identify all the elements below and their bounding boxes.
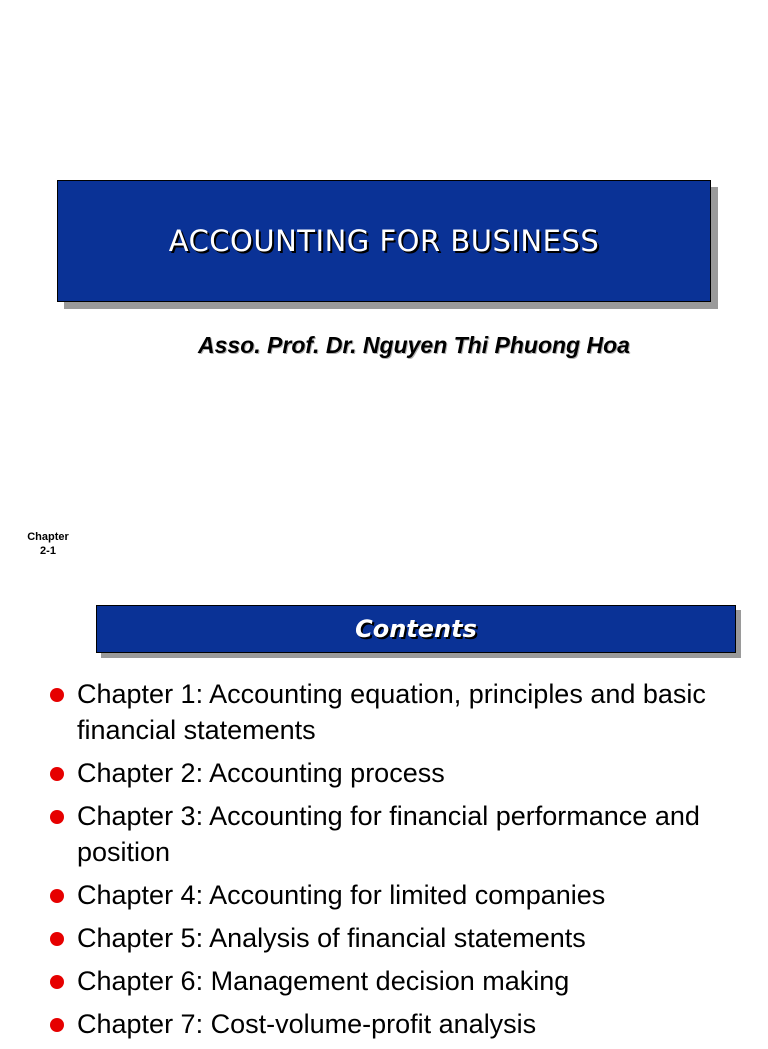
bullet-icon xyxy=(50,975,64,989)
list-item-text: Chapter 2: Accounting process xyxy=(77,758,445,788)
author-name: Asso. Prof. Dr. Nguyen Thi Phuong Hoa xyxy=(198,332,630,358)
title-banner xyxy=(57,180,711,302)
list-item xyxy=(48,877,748,913)
bullet-icon xyxy=(50,1018,64,1032)
list-item-text: Chapter 7: Cost-volume-profit analysis xyxy=(77,1009,537,1039)
list-item-text: Chapter 1: Accounting equation, principles and basic financial statements xyxy=(77,679,706,745)
bullet-icon xyxy=(50,889,64,903)
list-item-text: Chapter 6: Management decision making xyxy=(77,966,570,996)
slide-reference-label: Chapter xyxy=(27,531,69,543)
contents-list xyxy=(48,676,748,1049)
list-item xyxy=(48,963,748,999)
contents-heading: Contents xyxy=(355,615,477,643)
list-item-text: Chapter 3: Accounting for financial performance and position xyxy=(77,801,700,867)
bullet-icon xyxy=(50,932,64,946)
slide-reference-number: 2-1 xyxy=(40,545,56,557)
list-item xyxy=(48,755,748,791)
contents-banner xyxy=(96,605,736,653)
list-item xyxy=(48,676,748,748)
slide-reference xyxy=(18,530,78,558)
bullet-icon xyxy=(50,767,64,781)
slide-title: ACCOUNTING FOR BUSINESS xyxy=(168,224,600,258)
list-item-text: Chapter 4: Accounting for limited companies xyxy=(77,880,606,910)
list-item xyxy=(48,798,748,870)
list-item-text: Chapter 5: Analysis of financial statements xyxy=(77,923,586,953)
list-item xyxy=(48,1006,748,1042)
bullet-icon xyxy=(50,688,64,702)
list-item xyxy=(48,920,748,956)
bullet-icon xyxy=(50,810,64,824)
